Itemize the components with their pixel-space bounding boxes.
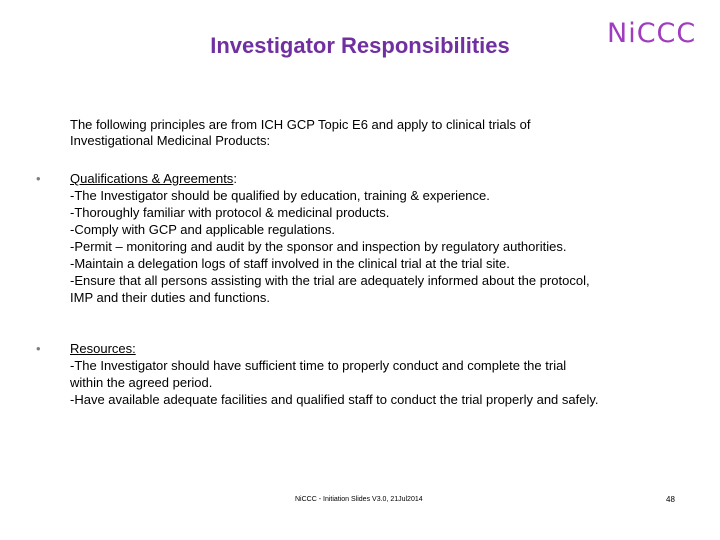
bullet-line: -Thoroughly familiar with protocol & medicinal products. bbox=[70, 205, 390, 220]
bullet-line: within the agreed period. bbox=[70, 375, 213, 390]
bullet-qualifications bbox=[36, 170, 686, 306]
bullet-heading: Resources: bbox=[70, 341, 136, 356]
bullet-line: -The Investigator should have sufficient time to properly conduct and complete the trial bbox=[70, 358, 567, 373]
bullet-line: -Comply with GCP and applicable regulations. bbox=[70, 222, 335, 237]
bullet-heading-suffix: : bbox=[233, 171, 237, 186]
bullet-heading-line bbox=[70, 170, 686, 187]
bullet-icon: • bbox=[36, 171, 41, 186]
bullet-line: -Permit – monitoring and audit by the sponsor and inspection by regulatory authorities. bbox=[70, 239, 567, 254]
bullet-line: IMP and their duties and functions. bbox=[70, 290, 270, 305]
bullet-heading: Qualifications & Agreements bbox=[70, 171, 234, 186]
intro-line: Investigational Medicinal Products: bbox=[70, 133, 271, 148]
bullet-line: -Maintain a delegation logs of staff involved in the clinical trial at the trial site. bbox=[70, 256, 510, 271]
bullet-line: -Have available adequate facilities and qualified staff to conduct the trial properly and safely. bbox=[70, 392, 599, 407]
bullet-heading-line bbox=[70, 340, 686, 357]
bullet-body bbox=[70, 340, 686, 408]
bullet-line: -Ensure that all persons assisting with the trial are adequately informed about the protocol, bbox=[70, 273, 590, 288]
intro-paragraph bbox=[70, 117, 630, 149]
niccc-logo: NiCCC bbox=[607, 18, 697, 49]
intro-line: The following principles are from ICH GCP Topic E6 and apply to clinical trials of bbox=[70, 117, 531, 132]
bullet-line: -The Investigator should be qualified by education, training & experience. bbox=[70, 188, 490, 203]
bullet-body bbox=[70, 170, 686, 306]
bullet-resources bbox=[36, 340, 686, 408]
page-number: 48 bbox=[666, 495, 675, 504]
slide-title: Investigator Responsibilities bbox=[210, 33, 510, 58]
bullet-icon: • bbox=[36, 341, 41, 356]
slide-footer: NiCCC - Initiation Slides V3.0, 21Jul2014 bbox=[295, 496, 423, 503]
